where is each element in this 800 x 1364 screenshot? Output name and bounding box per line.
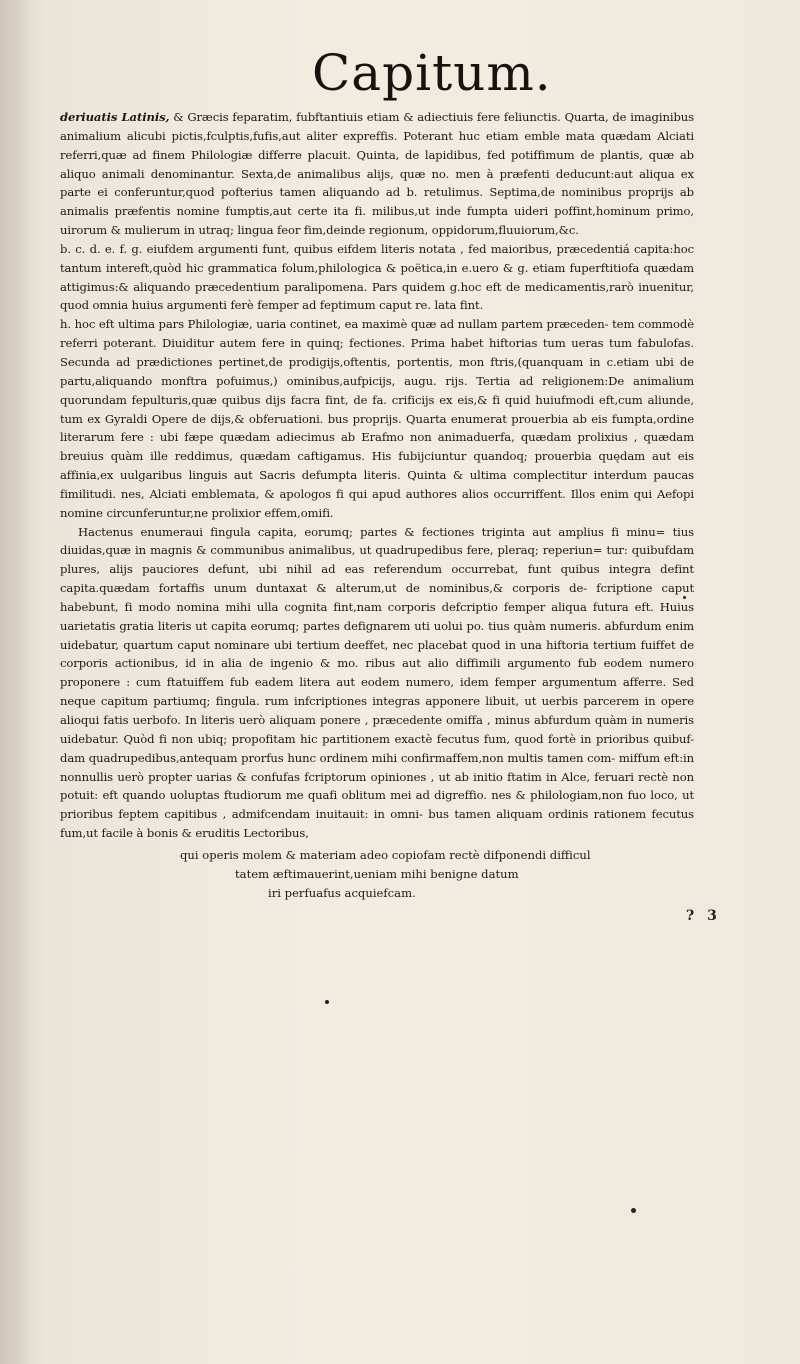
paragraph-4 [60, 523, 694, 843]
paragraph-3 [60, 315, 694, 522]
paragraph-2 [60, 240, 694, 315]
paragraph-text: h. hoc eft ultima pars Philologiæ, uaria continet, ea maximè quæ ad nullam partem præceden- tem commodè referri poterant. Diuiditur autem fere in quinq; fectiones. Prima habet hiftorias tum ueras tum fabulofas. Secunda ad prædictiones pertinet,de prodigijs,oftentis, portentis, mon ftris,(quanquam in c.etiam ubi de partu,aliquando monftra pofuimus,) ominibus,aufpicijs, augu. rijs. Tertia ad religionem:De animalium quorundam fepulturis,quæ quibus dijs facra fint, de fa. crificijs ex eis,& fi quid huiufmodi eft,cum aliunde, tum ex Gyraldi Opere de dijs,& obferuationi. bus proprijs. Quarta enumerat prouerbia ab eis fumpta,ordine literarum fere : ubi fæpe quædam adiecimus ab Erafmo non animaduerfa, quædam prolixius , quædam breuius quàm ille reddimus, quædam caftigamus. His fubijciuntur quandoq; prouerbia quędam aut eis affinia,ex uulgaribus linguis aut Sacris defumpta literis. Quinta & ultima complectitur interdum paucas fimilitudi. nes, Alciati emblemata, & apologos fi qui apud authores alios occurriffent. Illos enim qui Aefopi nomine circunferuntur,ne prolixior effem,omifi. [60, 317, 694, 520]
ink-spot [683, 596, 686, 599]
signature-mark: ? 3 [686, 908, 721, 924]
page-gutter-shadow [0, 0, 34, 1364]
paragraph-lead: deriuatis Latinis, [60, 110, 170, 124]
ink-spot [631, 1208, 636, 1213]
paragraph-text: b. c. d. e. f. g. eiufdem argumenti funt, quibus eifdem literis notata , fed maioribus, præcedentiá capita:hoc tantum intereft,quòd hic grammatica folum,philologica & poëtica,in e.uero & g. etiam fuperftitiofa quædam attigimus:& aliquando præcedentium paralipomena. Pars quidem g.hoc eft de medicamentis,rarò inuenitur, quod omnia huius argumenti ferè femper ad feptimum caput re. lata fint. [60, 241, 694, 313]
paragraph-text: Hactenus enumeraui fingula capita, eorumq; partes & fectiones triginta aut amplius fi minu= tius diuidas,quæ in magnis & communibus animalibus, ut quadrupedibus fere, pleraq; reperiun= tur: quibufdam plures, alijs pauciores defunt, ubi nihil ad eas referendum occurrebat, funt quibus integra defint capita.quædam fortaffis unum duntaxat & alterum,ut de nominibus,& corporis de- fcriptione caput habebunt, fi modo nomina mihi ulla cognita fint,nam corporis defcriptio femper aliqua futura eft. Huius uarietatis gratia literis ut capita eorumq; partes defignarem uti uolui po. tius quàm numeris. abfurdum enim uidebatur, quartum caput nominare ubi tertium deeffet, nec placebat quod in una hiftoria tertium fuiffet de corporis actionibus, id in alia de ingenio & mo. ribus aut alio diffimili argumento fub eodem numero proponere : cum ftatuiffem fub eadem litera aut eodem numero, idem femper argumentum afferre. Sed neque capitum partiumq; fingula. rum infcriptiones integras apponere libuit, ut uerbis parcerem in opere alioqui fatis uerbofo. In literis uerò aliquam ponere , præcedente omiffa , minus abfurdum quàm in numeris uidebatur. Quòd fi non ubiq; propofitam hic partitionem exactè fecutus fum, quod fortè in prioribus quibuf- dam quadrupedibus,antequam prorfus hunc ordinem mihi confirmaffem,non multis tamen com- miffum eft:in nonnullis uerò propter uarias & confufas fcriptorum opiniones , ut ab initio ftatim in Alce, feruari rectè non potuit: eft quando uoluptas ftudiorum me quafi oblitum mei ad digreffio. nes & philologiam,non fuo loco, ut prioribus feptem capitibus , admifcendam inuitauit: in omni- bus tamen aliquam ordinis rationem fecutus fum,ut facile à bonis & eruditis Lectoribus, [60, 524, 694, 841]
body-text [60, 108, 694, 843]
paragraph-text: & Græcis feparatim, fubftantiuis etiam & adiectiuis fere feliunctis. Quarta, de imaginibus animalium alicubi pictis,fculptis,fufis,aut aliter expreffis. Poterant huc etiam emble mata quædam Alciati referri,quæ ad finem Philologiæ differre placuit. Quinta, de lapidibus, fed potiffimum de plantis, quæ ab aliquo animali denominantur. Sexta,de animalibus alijs, quæ no. men à præfenti deducunt:aut aliqua ex parte ei conferuntur,quod pofterius tamen aliquando ad b. retulimus. Septima,de nominibus proprijs ab animalis præfentis nomine fumptis,aut certe ita fi. milibus,ut inde fumpta uideri poffint,hominum primo, uirorum & mulierum in utraq; lingua feor fim,deinde regionum, oppidorum,fluuiorum,&c. [60, 110, 694, 238]
page-heading: Capitum. [312, 44, 552, 102]
paragraph-1 [60, 108, 694, 240]
ink-spot [325, 1000, 329, 1004]
book-page: Capitum. deriuatis Latinis, & Græcis feparatim, fubftantiuis etiam & adiectiuis fere feliunctis. Quarta, de imaginibus animalium alicubi pictis,fculptis,fufis,aut aliter expreffis. Poterant huc etiam emble mata quædam Alciati referri,quæ ad finem Philologiæ differre placuit. Quinta, de lapidibus, fed potiffimum de plantis, quæ ab aliquo animali denominantur. Sexta,de animalibus alijs, quæ no. men à præfenti deducunt:aut aliqua ex parte ei conferuntur,quod pofterius tamen aliquando ad b. retulimus. Septima,de nominibus proprijs ab animalis præfentis nomine fumptis,aut certe ita fi. milibus,ut inde fumpta uideri poffint,hominum primo, uirorum & mulierum in utraq; lingua feor fim,deinde regionum, oppidorum,fluuiorum,&c. b. c. d. e. f. g. eiufdem argumenti funt, quibus eifdem literis notata , fed maioribus, præcedentiá capita:hoc tantum intereft,quòd hic grammatica folum,philologica & poëtica,in e.uero & g. etiam fuperftitiofa quædam attigimus:& aliquando præcedentium paralipomena. Pars quidem g.hoc eft de medicamentis,rarò inuenitur, quod omnia huius argumenti ferè femper ad feptimum caput re. lata fint. h. hoc eft ultima pars Philologiæ, uaria continet, ea maximè quæ ad nullam partem præceden- tem commodè referri poterant. Diuiditur autem fere in quinq; fectiones. Prima habet hiftorias tum ueras tum fabulofas. Secunda ad prædictiones pertinet,de prodigijs,oftentis, portentis, mon ftris,(quanquam in c.etiam ubi de partu,aliquando monftra pofuimus,) ominibus,aufpicijs, augu. rijs. Tertia ad religionem:De animalium quorundam fepulturis,quæ quibus dijs facra fint, de fa. crificijs ex eis,& fi quid huiufmodi eft,cum aliunde, tum ex Gyraldi Opere de dijs,& obferuationi. bus proprijs. Quarta enumerat prouerbia ab eis fumpta,ordine literarum fere : ubi fæpe quædam adiecimus ab Erafmo non animaduerfa, quædam prolixius , quædam breuius quàm ille reddimus, quædam caftigamus. His fubijciuntur quandoq; prouerbia quędam aut eis affinia,ex uulgaribus linguis aut Sacris defumpta literis. Quinta & ultima complectitur interdum paucas fimilitudi. nes, Alciati emblemata, & apologos fi qui apud authores alios occurriffent. Illos enim qui Aefopi nomine circunferuntur,ne prolixior effem,omifi. Hactenus enumeraui fingula capita, eorumq; partes & fectiones triginta aut amplius fi minu= tius diuidas,quæ in magnis & communibus animalibus, ut quadrupedibus fere, pleraq; reperiun= tur: quibufdam plures, alijs pauciores defunt, ubi nihil ad eas referendum occurrebat, funt quibus integra defint capita.quædam fortaffis unum duntaxat & alterum,ut de nominibus,& corporis de- fcriptione caput habebunt, fi modo nomina mihi ulla cognita fint,nam corporis defcriptio femper aliqua futura eft. Huius uarietatis gratia literis ut capita eorumq; partes defignarem uti uolui po. tius quàm numeris. abfurdum enim uidebatur, quartum caput nominare ubi tertium deeffet, nec placebat quod in una hiftoria tertium fuiffet de corporis actionibus, id in alia de ingenio & mo. ribus aut alio diffimili argumento fub eodem numero proponere : cum ftatuiffem fub eadem litera aut eodem numero, idem femper argumentum afferre. Sed neque capitum partiumq; fingula. rum infcriptiones integras apponere libuit, ut uerbis parcerem in opere alioqui fatis uerbofo. In literis uerò aliquam ponere , præcedente omiffa , minus abfurdum quàm in numeris uidebatur. Quòd fi non ubiq; propofitam hic partitionem exactè fecutus fum, quod fortè in prioribus quibuf- dam quadrupedibus,antequam prorfus hunc ordinem mihi confirmaffem,non multis tamen com- miffum eft:in nonnullis uerò propter uarias & confufas fcriptorum opiniones , ut ab initio ftatim in Alce, feruari rectè non potuit: eft quando uoluptas ftudiorum me quafi oblitum mei ad digreffio. nes & philologiam,non fuo loco, ut prioribus feptem capitibus , admifcendam inuitauit: in omni- bus tamen aliquam ordinis rationem fecutus fum,ut facile à bonis & eruditis Lectoribus, qui operis molem & materiam adeo copiofam rectè difponendi difficul tatem æftimauerint,ueniam mihi benigne datum iri perfuafus acquiefcam. ? 3 [0, 0, 800, 1364]
